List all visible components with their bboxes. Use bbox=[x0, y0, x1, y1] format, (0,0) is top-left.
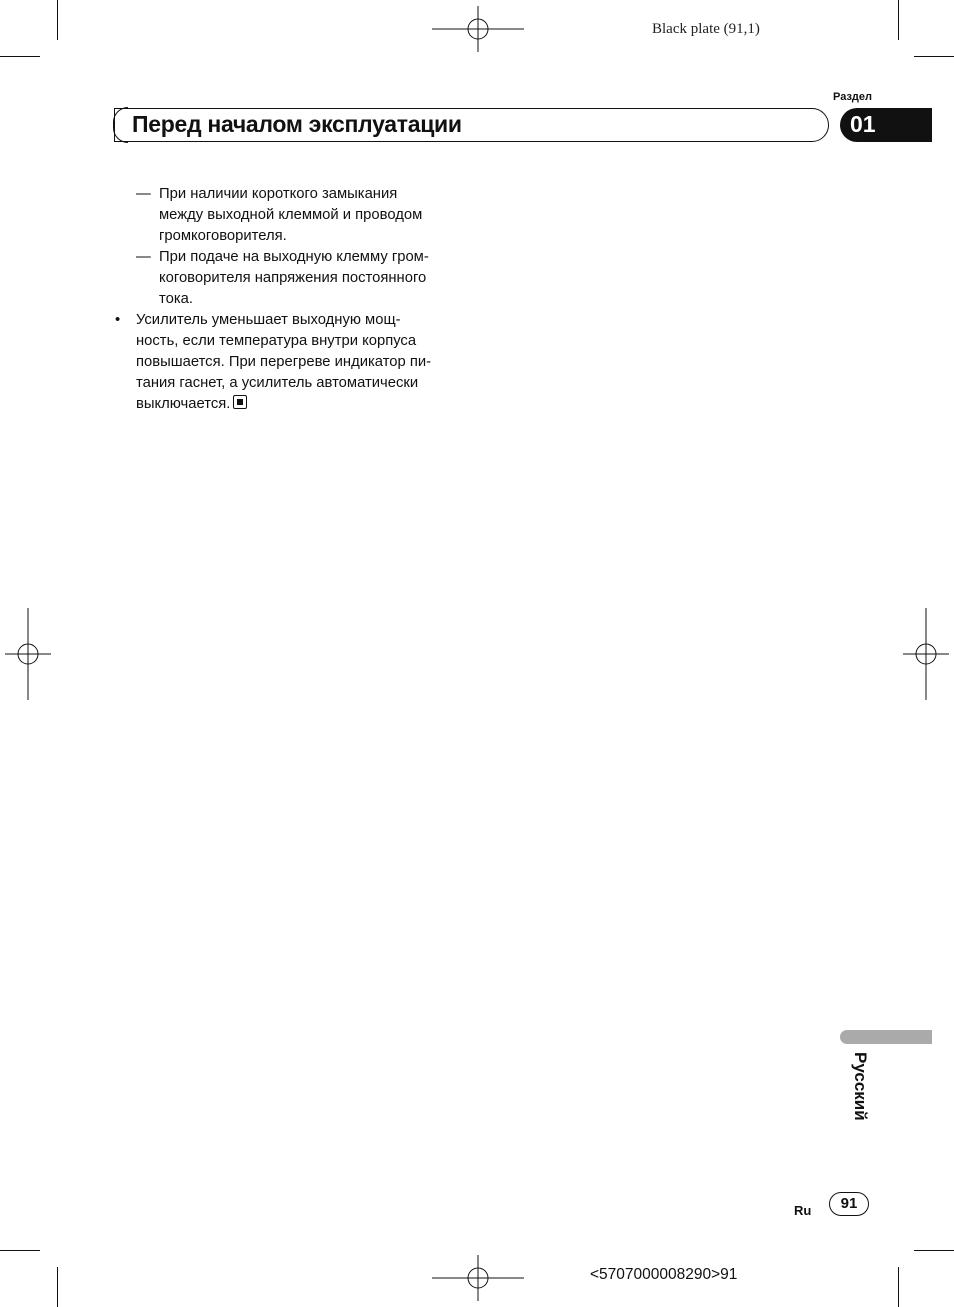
dash-marker: — bbox=[136, 249, 151, 265]
text-line-last bbox=[136, 394, 459, 415]
crop-mark bbox=[57, 1267, 58, 1307]
text-line: повышается. При перегреве индикатор пи- bbox=[136, 354, 432, 370]
list-item bbox=[114, 184, 459, 247]
text-line: ность, если температура внутри корпуса bbox=[136, 333, 417, 349]
text-line: тока. bbox=[159, 291, 193, 307]
language-tab-bar bbox=[840, 1030, 932, 1044]
registration-mark-right bbox=[903, 608, 949, 700]
document-code: <5707000008290>91 bbox=[590, 1266, 738, 1283]
body-content bbox=[114, 184, 459, 415]
registration-mark-bottom bbox=[432, 1255, 524, 1301]
list-item bbox=[114, 310, 459, 415]
crop-mark bbox=[57, 0, 58, 40]
text-line: тания гаснет, а усилитель автоматически bbox=[136, 375, 419, 391]
section-number: 01 bbox=[850, 111, 876, 137]
page-number: 91 bbox=[829, 1192, 869, 1216]
stop-icon bbox=[233, 395, 247, 409]
section-badge bbox=[840, 108, 932, 142]
crop-mark bbox=[914, 1250, 954, 1251]
crop-mark bbox=[914, 56, 954, 57]
language-label: Русский bbox=[851, 1052, 870, 1121]
section-label: Раздел bbox=[833, 91, 872, 103]
registration-mark-left bbox=[5, 608, 51, 700]
dash-marker: — bbox=[136, 186, 151, 202]
text-line: коговорителя напряжения постоянного bbox=[159, 270, 427, 286]
plate-info: Black plate (91,1) bbox=[652, 21, 760, 37]
bullet-marker: • bbox=[115, 312, 121, 328]
language-code: Ru bbox=[794, 1203, 812, 1218]
crop-mark bbox=[898, 0, 899, 40]
crop-mark bbox=[0, 56, 40, 57]
text-line: между выходной клеммой и проводом bbox=[159, 207, 423, 223]
registration-mark-top bbox=[432, 6, 524, 52]
text-fragment: выключается. bbox=[136, 396, 231, 412]
text-line: громкоговорителя. bbox=[159, 228, 287, 244]
text-line: Усилитель уменьшает выходную мощ- bbox=[136, 312, 401, 328]
list-item bbox=[114, 247, 459, 310]
text-line: При наличии короткого замыкания bbox=[159, 186, 398, 202]
page-title: Перед началом эксплуатации bbox=[132, 111, 462, 137]
crop-mark bbox=[0, 1250, 40, 1251]
header-title-box bbox=[114, 108, 829, 142]
text-line: При подаче на выходную клемму гром- bbox=[159, 249, 429, 265]
crop-mark bbox=[898, 1267, 899, 1307]
